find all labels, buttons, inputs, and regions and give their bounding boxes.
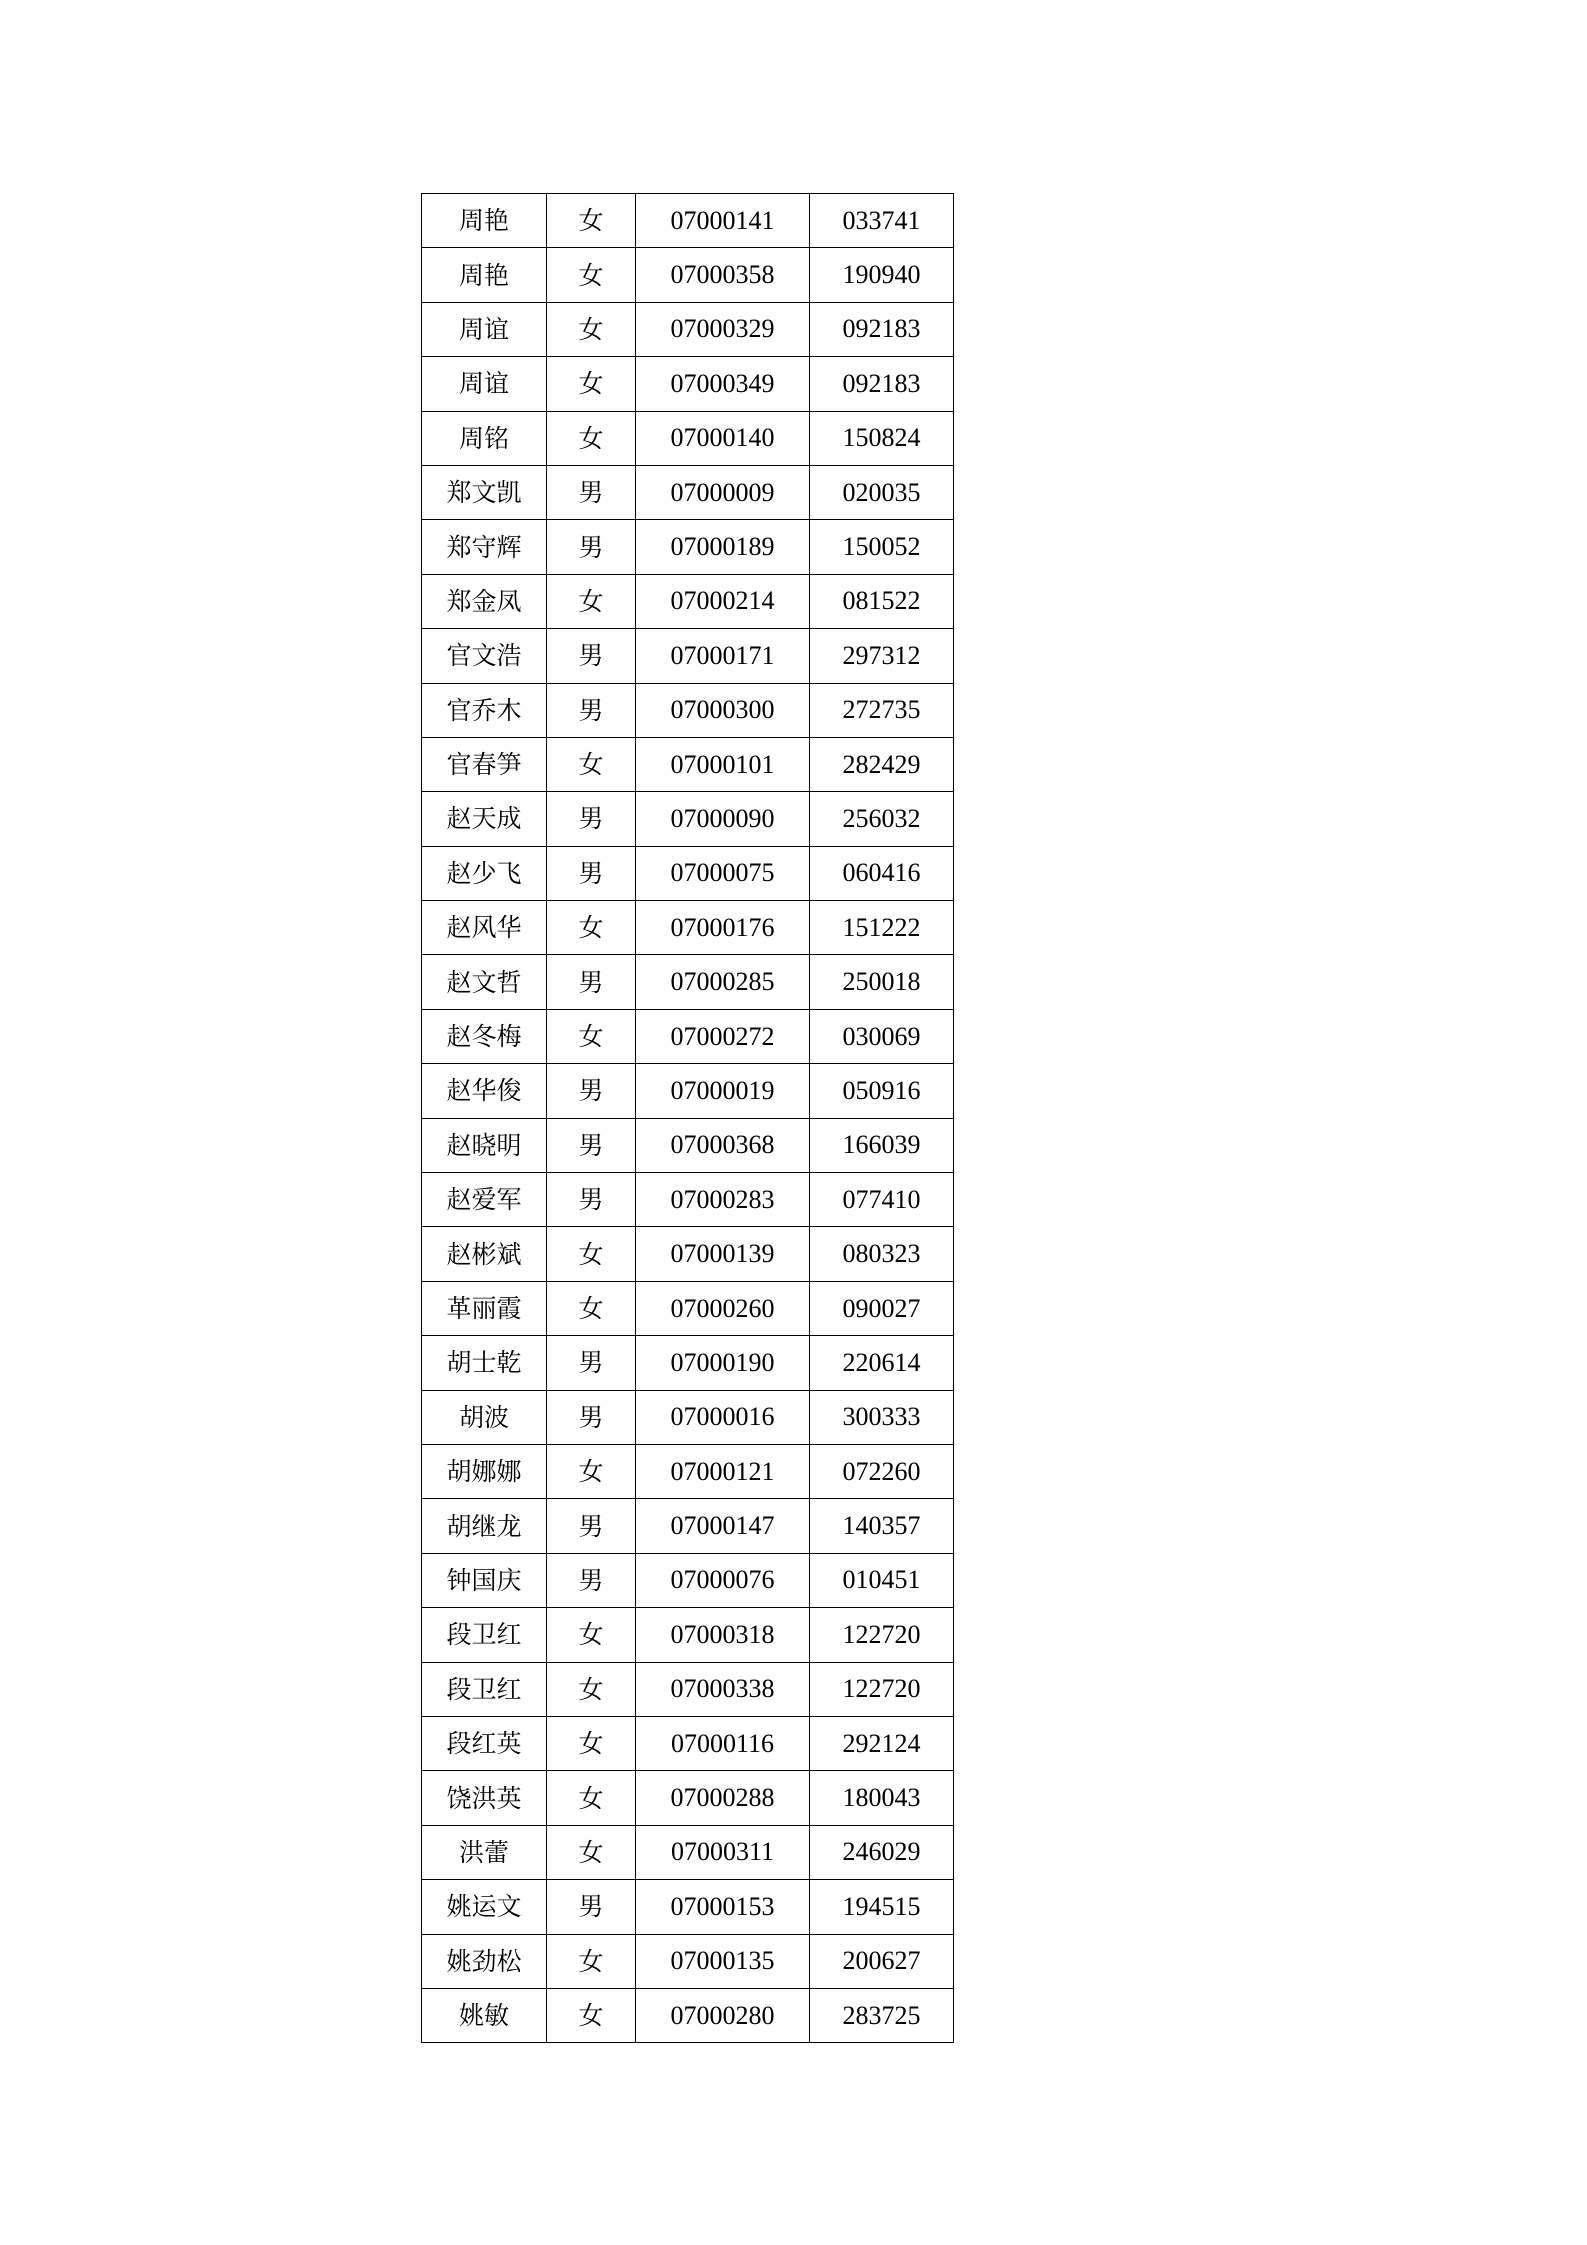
id-cell: 07000190 bbox=[636, 1336, 810, 1390]
id-cell: 07000019 bbox=[636, 1064, 810, 1118]
gender-cell: 女 bbox=[547, 1825, 636, 1879]
id-cell: 07000338 bbox=[636, 1662, 810, 1716]
gender-cell: 女 bbox=[547, 1608, 636, 1662]
id-cell: 07000285 bbox=[636, 955, 810, 1009]
name-cell: 洪蕾 bbox=[422, 1825, 547, 1879]
id-cell: 07000280 bbox=[636, 1988, 810, 2042]
name-cell: 官春笋 bbox=[422, 737, 547, 791]
gender-cell: 女 bbox=[547, 1988, 636, 2042]
code-cell: 122720 bbox=[810, 1662, 954, 1716]
id-cell: 07000176 bbox=[636, 901, 810, 955]
id-cell: 07000139 bbox=[636, 1227, 810, 1281]
id-cell: 07000075 bbox=[636, 846, 810, 900]
id-cell: 07000141 bbox=[636, 194, 810, 248]
table-row bbox=[422, 683, 954, 737]
name-cell: 饶洪英 bbox=[422, 1771, 547, 1825]
code-cell: 200627 bbox=[810, 1934, 954, 1988]
table-row bbox=[422, 1880, 954, 1934]
name-cell: 郑守辉 bbox=[422, 520, 547, 574]
table-row bbox=[422, 1662, 954, 1716]
roster-table-body bbox=[422, 194, 954, 2043]
id-cell: 07000189 bbox=[636, 520, 810, 574]
id-cell: 07000076 bbox=[636, 1553, 810, 1607]
code-cell: 033741 bbox=[810, 194, 954, 248]
id-cell: 07000368 bbox=[636, 1118, 810, 1172]
code-cell: 292124 bbox=[810, 1716, 954, 1770]
name-cell: 赵风华 bbox=[422, 901, 547, 955]
code-cell: 283725 bbox=[810, 1988, 954, 2042]
id-cell: 07000101 bbox=[636, 737, 810, 791]
table-row bbox=[422, 520, 954, 574]
name-cell: 周艳 bbox=[422, 194, 547, 248]
code-cell: 050916 bbox=[810, 1064, 954, 1118]
code-cell: 140357 bbox=[810, 1499, 954, 1553]
id-cell: 07000147 bbox=[636, 1499, 810, 1553]
gender-cell: 女 bbox=[547, 1716, 636, 1770]
name-cell: 胡士乾 bbox=[422, 1336, 547, 1390]
table-row bbox=[422, 1336, 954, 1390]
gender-cell: 男 bbox=[547, 1064, 636, 1118]
code-cell: 030069 bbox=[810, 1009, 954, 1063]
code-cell: 166039 bbox=[810, 1118, 954, 1172]
code-cell: 300333 bbox=[810, 1390, 954, 1444]
code-cell: 272735 bbox=[810, 683, 954, 737]
id-cell: 07000121 bbox=[636, 1444, 810, 1498]
roster-table bbox=[421, 193, 954, 2043]
gender-cell: 男 bbox=[547, 1499, 636, 1553]
name-cell: 赵华俊 bbox=[422, 1064, 547, 1118]
name-cell: 官乔木 bbox=[422, 683, 547, 737]
table-row bbox=[422, 901, 954, 955]
gender-cell: 男 bbox=[547, 1553, 636, 1607]
gender-cell: 女 bbox=[547, 194, 636, 248]
code-cell: 180043 bbox=[810, 1771, 954, 1825]
table-row bbox=[422, 1825, 954, 1879]
table-row bbox=[422, 574, 954, 628]
name-cell: 段红英 bbox=[422, 1716, 547, 1770]
table-row bbox=[422, 846, 954, 900]
code-cell: 072260 bbox=[810, 1444, 954, 1498]
id-cell: 07000329 bbox=[636, 302, 810, 356]
id-cell: 07000009 bbox=[636, 465, 810, 519]
name-cell: 赵少飞 bbox=[422, 846, 547, 900]
name-cell: 胡波 bbox=[422, 1390, 547, 1444]
name-cell: 周谊 bbox=[422, 357, 547, 411]
table-row bbox=[422, 629, 954, 683]
table-row bbox=[422, 1553, 954, 1607]
gender-cell: 女 bbox=[547, 737, 636, 791]
id-cell: 07000116 bbox=[636, 1716, 810, 1770]
code-cell: 297312 bbox=[810, 629, 954, 683]
gender-cell: 女 bbox=[547, 1934, 636, 1988]
gender-cell: 女 bbox=[547, 1444, 636, 1498]
id-cell: 07000214 bbox=[636, 574, 810, 628]
table-row bbox=[422, 1988, 954, 2042]
id-cell: 07000016 bbox=[636, 1390, 810, 1444]
gender-cell: 男 bbox=[547, 1336, 636, 1390]
code-cell: 250018 bbox=[810, 955, 954, 1009]
gender-cell: 女 bbox=[547, 1771, 636, 1825]
table-row bbox=[422, 411, 954, 465]
name-cell: 郑文凯 bbox=[422, 465, 547, 519]
code-cell: 190940 bbox=[810, 248, 954, 302]
gender-cell: 女 bbox=[547, 248, 636, 302]
code-cell: 020035 bbox=[810, 465, 954, 519]
name-cell: 赵爱军 bbox=[422, 1173, 547, 1227]
gender-cell: 男 bbox=[547, 683, 636, 737]
table-row bbox=[422, 1173, 954, 1227]
table-row bbox=[422, 1771, 954, 1825]
gender-cell: 男 bbox=[547, 846, 636, 900]
table-row bbox=[422, 1118, 954, 1172]
table-row bbox=[422, 955, 954, 1009]
name-cell: 段卫红 bbox=[422, 1662, 547, 1716]
gender-cell: 女 bbox=[547, 357, 636, 411]
table-row bbox=[422, 1227, 954, 1281]
gender-cell: 男 bbox=[547, 1390, 636, 1444]
code-cell: 256032 bbox=[810, 792, 954, 846]
gender-cell: 女 bbox=[547, 1227, 636, 1281]
name-cell: 赵彬斌 bbox=[422, 1227, 547, 1281]
code-cell: 077410 bbox=[810, 1173, 954, 1227]
name-cell: 赵文哲 bbox=[422, 955, 547, 1009]
name-cell: 赵冬梅 bbox=[422, 1009, 547, 1063]
table-row bbox=[422, 1390, 954, 1444]
table-row bbox=[422, 1444, 954, 1498]
gender-cell: 女 bbox=[547, 1662, 636, 1716]
code-cell: 122720 bbox=[810, 1608, 954, 1662]
table-row bbox=[422, 357, 954, 411]
name-cell: 赵晓明 bbox=[422, 1118, 547, 1172]
id-cell: 07000171 bbox=[636, 629, 810, 683]
id-cell: 07000135 bbox=[636, 1934, 810, 1988]
id-cell: 07000349 bbox=[636, 357, 810, 411]
code-cell: 090027 bbox=[810, 1281, 954, 1335]
table-row bbox=[422, 1499, 954, 1553]
name-cell: 姚劲松 bbox=[422, 1934, 547, 1988]
gender-cell: 男 bbox=[547, 1880, 636, 1934]
table-row bbox=[422, 1608, 954, 1662]
name-cell: 赵天成 bbox=[422, 792, 547, 846]
id-cell: 07000153 bbox=[636, 1880, 810, 1934]
name-cell: 周铭 bbox=[422, 411, 547, 465]
name-cell: 姚敏 bbox=[422, 1988, 547, 2042]
gender-cell: 男 bbox=[547, 1173, 636, 1227]
name-cell: 胡继龙 bbox=[422, 1499, 547, 1553]
code-cell: 081522 bbox=[810, 574, 954, 628]
code-cell: 151222 bbox=[810, 901, 954, 955]
code-cell: 092183 bbox=[810, 357, 954, 411]
name-cell: 郑金凤 bbox=[422, 574, 547, 628]
id-cell: 07000318 bbox=[636, 1608, 810, 1662]
gender-cell: 女 bbox=[547, 411, 636, 465]
code-cell: 246029 bbox=[810, 1825, 954, 1879]
gender-cell: 女 bbox=[547, 901, 636, 955]
code-cell: 150824 bbox=[810, 411, 954, 465]
gender-cell: 男 bbox=[547, 1118, 636, 1172]
id-cell: 07000260 bbox=[636, 1281, 810, 1335]
table-row bbox=[422, 465, 954, 519]
code-cell: 282429 bbox=[810, 737, 954, 791]
name-cell: 革丽霞 bbox=[422, 1281, 547, 1335]
gender-cell: 男 bbox=[547, 955, 636, 1009]
table-row bbox=[422, 1009, 954, 1063]
table-row bbox=[422, 737, 954, 791]
table-row bbox=[422, 792, 954, 846]
id-cell: 07000272 bbox=[636, 1009, 810, 1063]
id-cell: 07000300 bbox=[636, 683, 810, 737]
table-row bbox=[422, 248, 954, 302]
id-cell: 07000140 bbox=[636, 411, 810, 465]
name-cell: 姚运文 bbox=[422, 1880, 547, 1934]
gender-cell: 女 bbox=[547, 1009, 636, 1063]
table-row bbox=[422, 194, 954, 248]
code-cell: 194515 bbox=[810, 1880, 954, 1934]
name-cell: 钟国庆 bbox=[422, 1553, 547, 1607]
name-cell: 段卫红 bbox=[422, 1608, 547, 1662]
code-cell: 080323 bbox=[810, 1227, 954, 1281]
code-cell: 220614 bbox=[810, 1336, 954, 1390]
id-cell: 07000358 bbox=[636, 248, 810, 302]
id-cell: 07000090 bbox=[636, 792, 810, 846]
code-cell: 150052 bbox=[810, 520, 954, 574]
id-cell: 07000311 bbox=[636, 1825, 810, 1879]
id-cell: 07000288 bbox=[636, 1771, 810, 1825]
name-cell: 周谊 bbox=[422, 302, 547, 356]
gender-cell: 男 bbox=[547, 792, 636, 846]
gender-cell: 女 bbox=[547, 302, 636, 356]
table-row bbox=[422, 1934, 954, 1988]
gender-cell: 男 bbox=[547, 629, 636, 683]
code-cell: 060416 bbox=[810, 846, 954, 900]
id-cell: 07000283 bbox=[636, 1173, 810, 1227]
gender-cell: 男 bbox=[547, 465, 636, 519]
gender-cell: 女 bbox=[547, 1281, 636, 1335]
table-row bbox=[422, 1281, 954, 1335]
code-cell: 010451 bbox=[810, 1553, 954, 1607]
name-cell: 胡娜娜 bbox=[422, 1444, 547, 1498]
table-row bbox=[422, 1716, 954, 1770]
name-cell: 周艳 bbox=[422, 248, 547, 302]
gender-cell: 女 bbox=[547, 574, 636, 628]
table-row bbox=[422, 302, 954, 356]
code-cell: 092183 bbox=[810, 302, 954, 356]
table-row bbox=[422, 1064, 954, 1118]
gender-cell: 男 bbox=[547, 520, 636, 574]
name-cell: 官文浩 bbox=[422, 629, 547, 683]
